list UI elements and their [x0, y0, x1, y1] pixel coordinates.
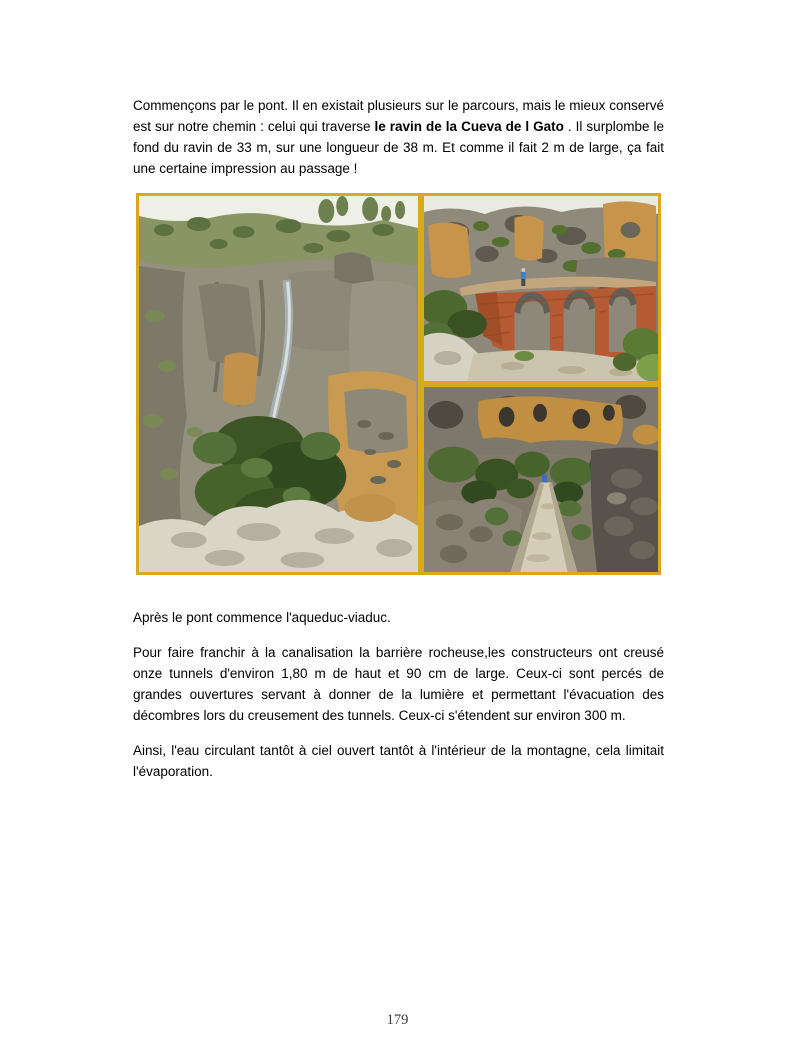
- paragraph-bridge-intro: [133, 95, 664, 179]
- aqueduct-path-photo: [421, 384, 661, 575]
- ravine-waterfall-photo: [136, 193, 421, 575]
- aqueduct-photo-illustration: [424, 196, 658, 381]
- hiker-figure: [521, 268, 526, 286]
- paragraph-aqueduct-start: Après le pont commence l'aqueduc-viaduc.: [133, 610, 391, 625]
- page-number: 179: [386, 1012, 409, 1028]
- ravine-name-bold: le ravin de la Cueva de l Gato: [374, 119, 564, 134]
- paragraph-text: Commençons par le pont. Il en existait plusieurs sur le parcours, mais le mieux conservé est sur notre chemin : celui qui traverse: [133, 98, 664, 134]
- photo-right-column: [421, 193, 661, 575]
- path-photo-illustration: [424, 387, 658, 572]
- paragraph-tunnels: Pour faire franchir à la canalisation la barrière rocheuse,les constructeurs ont creusé onze tunnels d'environ 1,80 m de haut et 90 cm de large. Ceux-ci sont percés de grandes ouvertures servant à donner de la lumière et permettant l'évacuation des décombres lors du creusement des tunnels. Ceux-ci s'étendent sur environ 300 m.: [133, 645, 664, 723]
- photo-collage: [136, 193, 661, 575]
- path-end-marker: [542, 475, 547, 483]
- aqueduct-bridge-photo: [421, 193, 661, 384]
- ravine-photo-illustration: [139, 196, 418, 572]
- paragraph-evaporation: Ainsi, l'eau circulant tantôt à ciel ouvert tantôt à l'intérieur de la montagne, cela limitait l'évaporation.: [133, 743, 664, 779]
- page-content: [133, 95, 664, 796]
- paragraph-text: . Il surplombe le fond du ravin de 33 m, sur une longueur de 38 m. Et comme il fait 2 m de large, ça fait une certaine impression au passage !: [133, 119, 664, 176]
